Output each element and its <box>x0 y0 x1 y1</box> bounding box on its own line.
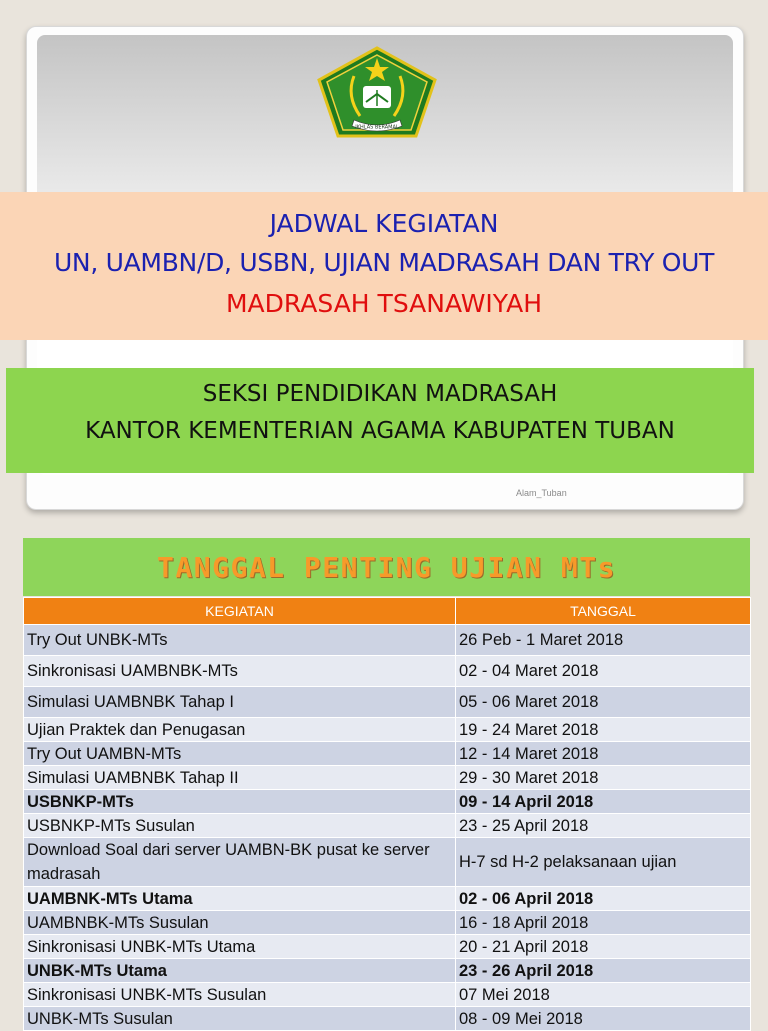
watermark: Alam_Tuban <box>516 488 567 498</box>
kegiatan-cell: Try Out UAMBN-MTs <box>24 742 456 766</box>
kegiatan-cell: Sinkronisasi UNBK-MTs Susulan <box>24 983 456 1007</box>
tanggal-cell: 05 - 06 Maret 2018 <box>456 687 751 718</box>
table-header-row <box>24 598 751 625</box>
kegiatan-cell: Simulasi UAMBNBK Tahap II <box>24 766 456 790</box>
kegiatan-cell: Sinkronisasi UNBK-MTs Utama <box>24 935 456 959</box>
kegiatan-cell: USBNKP-MTs Susulan <box>24 814 456 838</box>
kegiatan-cell: UAMBNBK-MTs Susulan <box>24 911 456 935</box>
table-row <box>24 838 751 887</box>
kegiatan-cell: Download Soal dari server UAMBN-BK pusat ke server madrasah <box>24 838 456 887</box>
table-row <box>24 911 751 935</box>
tanggal-cell: 26 Peb - 1 Maret 2018 <box>456 625 751 656</box>
table-row <box>24 742 751 766</box>
kegiatan-cell: UAMBNK-MTs Utama <box>24 887 456 911</box>
tanggal-cell: 09 - 14 April 2018 <box>456 790 751 814</box>
kegiatan-cell: USBNKP-MTs <box>24 790 456 814</box>
schedule-table <box>23 597 751 1031</box>
table-row <box>24 790 751 814</box>
column-header-tanggal: TANGGAL <box>456 598 751 625</box>
tanggal-cell: 12 - 14 Maret 2018 <box>456 742 751 766</box>
table-row <box>24 887 751 911</box>
table-row <box>24 766 751 790</box>
tanggal-cell: 23 - 25 April 2018 <box>456 814 751 838</box>
table-row <box>24 625 751 656</box>
table-row <box>24 959 751 983</box>
title-band <box>0 192 768 340</box>
office-line-1: SEKSI PENDIDIKAN MADRASAH <box>202 381 558 407</box>
tanggal-cell: 19 - 24 Maret 2018 <box>456 718 751 742</box>
tanggal-cell: 29 - 30 Maret 2018 <box>456 766 751 790</box>
office-line-2: KANTOR KEMENTERIAN AGAMA KABUPATEN TUBAN <box>85 418 675 444</box>
title-line-2: UN, UAMBN/D, USBN, UJIAN MADRASAH DAN TRY OUT <box>53 248 715 277</box>
table-row <box>24 935 751 959</box>
tanggal-cell: 08 - 09 Mei 2018 <box>456 1007 751 1031</box>
kegiatan-cell: UNBK-MTs Susulan <box>24 1007 456 1031</box>
table-row <box>24 656 751 687</box>
tanggal-cell: 07 Mei 2018 <box>456 983 751 1007</box>
table-row <box>24 718 751 742</box>
kegiatan-cell: Ujian Praktek dan Penugasan <box>24 718 456 742</box>
tanggal-cell: 02 - 06 April 2018 <box>456 887 751 911</box>
table-row <box>24 1007 751 1031</box>
tanggal-cell: 16 - 18 April 2018 <box>456 911 751 935</box>
column-header-kegiatan: KEGIATAN <box>24 598 456 625</box>
office-band <box>6 368 754 473</box>
schedule-heading-bar <box>23 538 750 596</box>
kegiatan-cell: Try Out UNBK-MTs <box>24 625 456 656</box>
table-row <box>24 814 751 838</box>
schedule-heading: TANGGAL PENTING UJIAN MTs <box>157 550 616 584</box>
table-row <box>24 687 751 718</box>
kegiatan-cell: Sinkronisasi UAMBNBK-MTs <box>24 656 456 687</box>
kegiatan-cell: Simulasi UAMBNBK Tahap I <box>24 687 456 718</box>
title-line-3: MADRASAH TSANAWIYAH <box>225 289 543 318</box>
table-row <box>24 983 751 1007</box>
tanggal-cell: 23 - 26 April 2018 <box>456 959 751 983</box>
logo-motto: IKHLAS BERAMAL <box>355 124 399 131</box>
tanggal-cell: 20 - 21 April 2018 <box>456 935 751 959</box>
kegiatan-cell: UNBK-MTs Utama <box>24 959 456 983</box>
title-line-1: JADWAL KEGIATAN <box>269 209 499 238</box>
kemenag-emblem-logo <box>316 46 438 138</box>
tanggal-cell: 02 - 04 Maret 2018 <box>456 656 751 687</box>
tanggal-cell: H-7 sd H-2 pelaksanaan ujian <box>456 838 751 887</box>
